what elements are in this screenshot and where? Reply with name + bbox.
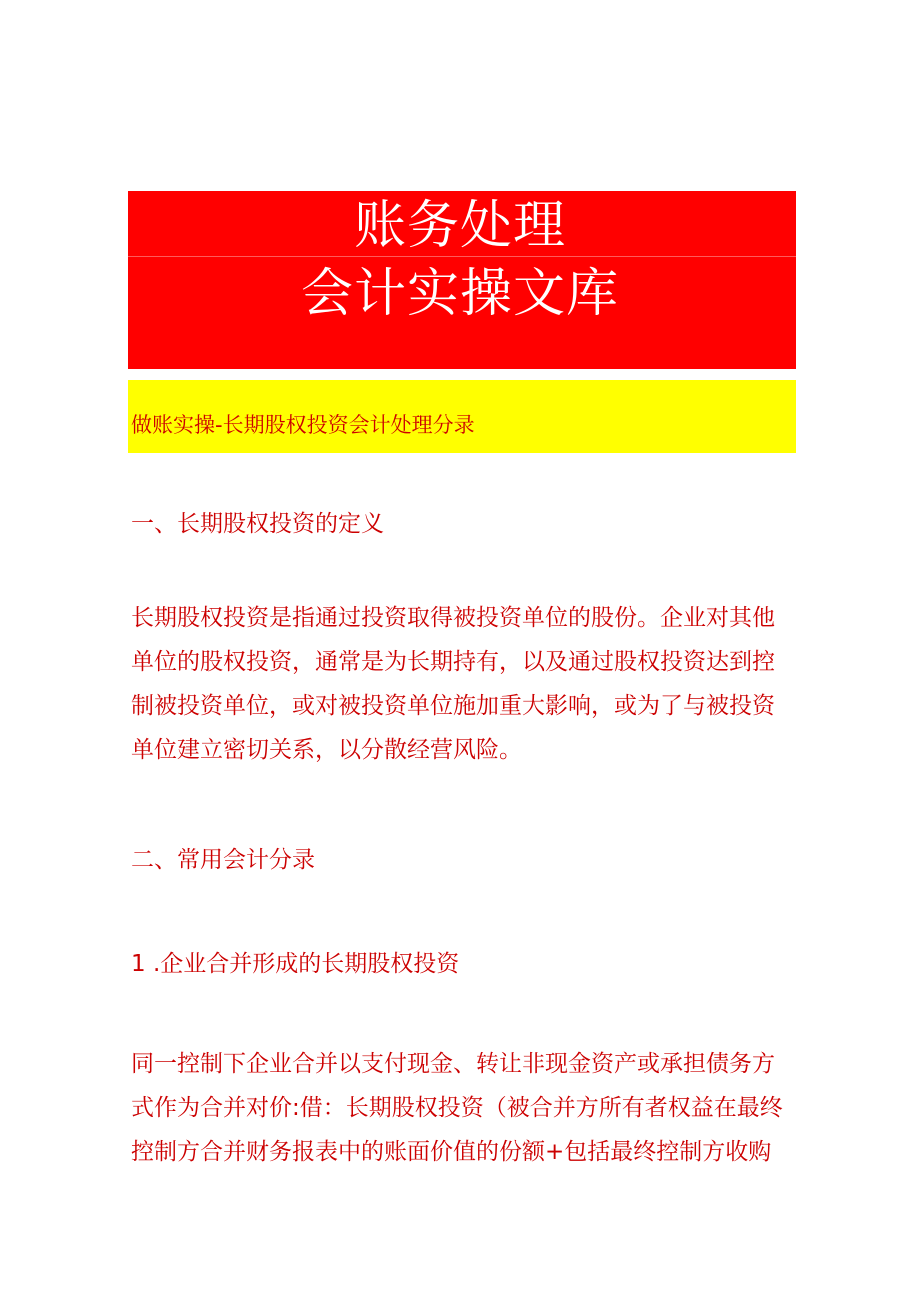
paragraph-line: 单位建立密切关系，以分散经营风险。 — [131, 737, 522, 763]
document-subtitle: 做账实操-长期股权投资会计处理分录 — [131, 413, 475, 437]
banner-divider — [128, 256, 796, 257]
section-1-heading: 一、长期股权投资的定义 — [131, 511, 384, 537]
paragraph-line: 长期股权投资是指通过投资取得被投资单位的股份。企业对其他 — [131, 605, 775, 631]
paragraph-line: 式作为合并对价:借：长期股权投资（被合并方所有者权益在最终 — [131, 1095, 783, 1121]
section-2-heading: 二、常用会计分录 — [131, 847, 315, 873]
section-1-paragraph — [131, 596, 791, 772]
paragraph-line: 单位的股权投资，通常是为长期持有，以及通过股权投资达到控 — [131, 649, 775, 675]
paragraph-line: 控制方合并财务报表中的账面价值的份额+包括最终控制方收购 — [131, 1139, 772, 1165]
section-2-paragraph — [131, 1042, 791, 1174]
paragraph-line: 制被投资单位，或对被投资单位施加重大影响，或为了与被投资 — [131, 693, 775, 719]
banner-title-line-1: 账务处理 — [353, 196, 566, 256]
banner-title-line-2: 会计实操文库 — [300, 264, 619, 324]
paragraph-line: 同一控制下企业合并以支付现金、转让非现金资产或承担债务方 — [131, 1051, 775, 1077]
section-2-subheading: 1 .企业合并形成的长期股权投资 — [131, 951, 460, 977]
